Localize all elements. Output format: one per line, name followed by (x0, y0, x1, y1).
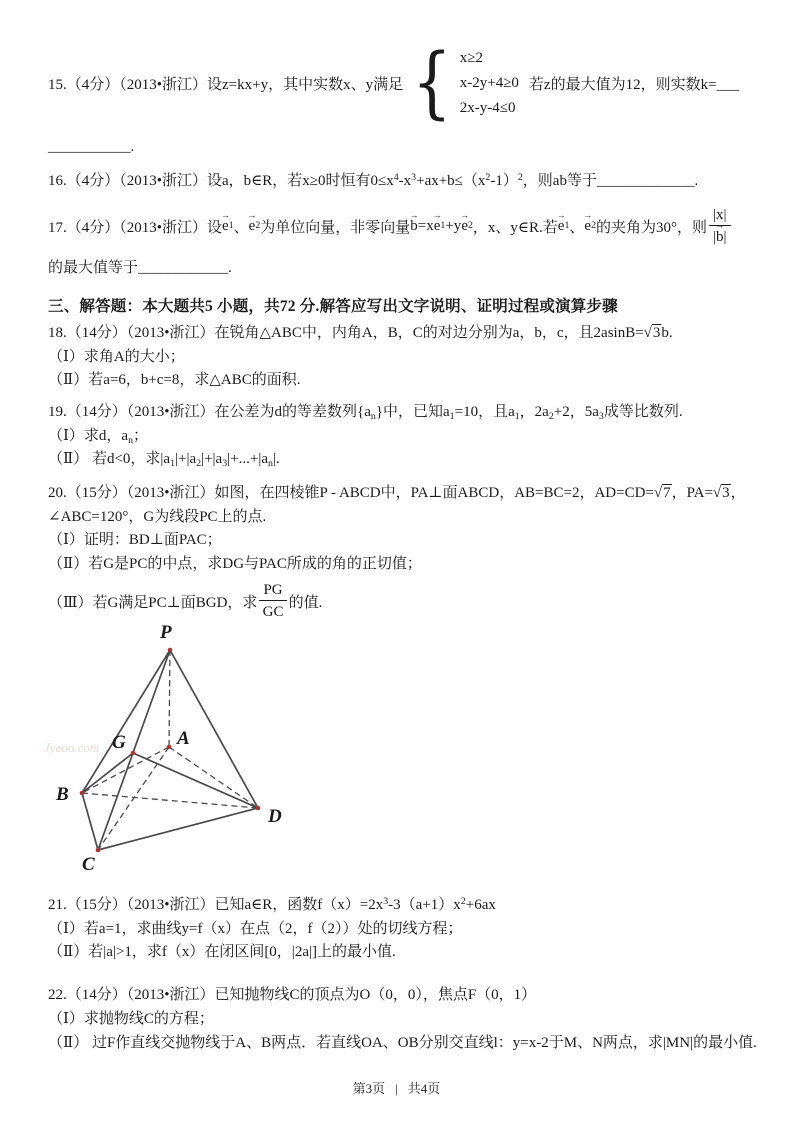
problem-21-line1: 21.（15分）（2013•浙江）已知a∈R，函数$f(x)=2x^3-3(a+1)x^2+6ax$ (48, 896, 496, 913)
problem-15-answer-blank: ___________. (48, 139, 135, 155)
problem-20-line2: ∠ABC=120°，G为线段PC上的点. (48, 508, 267, 525)
problem-21-line3: （Ⅱ）若|a|>1，求f（x）在闭区间[0，|2a|]上的最小值. (48, 944, 396, 960)
problem-17-line1: 17.（4分）（2013•浙江）设 e → 1 、 e → 2 为单位向量，非零向量 b → =x e → 1 +y e → 2 ，x、y∈R.若 e → 1 、 e → 2 的夹角为30°，则 $\frac{|x|}{|b \to|}$ (48, 205, 759, 248)
footer-page-number: 第3页 (352, 1081, 386, 1096)
visible-edges (82, 650, 258, 850)
edge-bd (82, 793, 258, 808)
inequality-3: 2x-y-4≤0 (459, 99, 516, 116)
inequality-2: x-2y+4≥0 (459, 74, 519, 91)
problem-20-line4: （Ⅱ）若G是PC的中点，求DG与PAC所成的角的正切值； (48, 555, 422, 572)
vertex-label-b: B (56, 784, 69, 805)
vertex-dot-p (168, 648, 173, 653)
vertex-label-d: D (268, 806, 282, 827)
watermark: Jyeoo.com (44, 740, 100, 755)
edge-ad (169, 747, 258, 808)
edge-bc (82, 793, 98, 850)
problem-16: 16.（4分）（2013•浙江）设a，b∈R，若x≥0时恒有$0\le x^4-x^3+ax+b\le(x^2-1)^2$，则ab等于_____________. (48, 172, 699, 189)
inequality-system-lines (460, 48, 519, 119)
page-footer (0, 1078, 793, 1097)
problem-18-line3: （Ⅱ）若a=6，b+c=8，求△ABC的面积. (48, 372, 301, 388)
problem-22 (48, 984, 759, 1055)
problem-18-line1: 18.（14分）（2013•浙江）在锐角△ABC中，内角A，B，C的对边分别为a，b，c，且2asinB=√3b. (48, 325, 673, 341)
vertex-dot-b (80, 791, 85, 796)
problem-20-line5: （Ⅲ）若G满足PC⊥面BGD，求 $\frac{PG}{GC}$ 的值. (48, 581, 323, 620)
problem-20-line1: 20.（15分）（2013•浙江）如图，在四棱锥P - ABCD中，PA⊥面ABCD，AB=BC=2，AD=CD=√7，PA=√3， (48, 485, 746, 501)
problem-19-line2: （Ⅰ）求d，$a_n$； (48, 427, 149, 446)
vertex-dots (80, 648, 261, 853)
problem-18-line2: （Ⅰ）求角A的大小； (48, 348, 185, 365)
vertex-label-c: C (82, 854, 95, 875)
pyramid-figure (36, 610, 306, 878)
problem-18 (48, 322, 759, 393)
footer-total-pages: 共4页 (407, 1081, 441, 1096)
problem-20-line3: （Ⅰ）证明：BD⊥面PAC； (48, 532, 222, 548)
edge-gd (133, 753, 258, 808)
problem-17-line2: 的最大值等于____________. (48, 260, 232, 276)
problem-22-line3: （Ⅱ） 过F作直线交抛物线于A、B两点．若直线OA、OB分别交直线l：y=x-2于M、N两点，求|MN|的最小值. (48, 1035, 757, 1051)
problem-22-line2: （Ⅰ）求抛物线C的方程； (48, 1010, 214, 1027)
section-3-heading: 三、解答题：本大题共5 小题，共72 分.解答应写出文字说明、证明过程或演算步骤 (48, 298, 618, 315)
problem-21-line2: （Ⅰ）若a=1，求曲线y=f（x）在点（2，f（2））处的切线方程； (48, 920, 463, 937)
vertex-dot-g (131, 751, 136, 756)
inequality-1: x≥2 (459, 49, 483, 66)
problem-22-line1: 22.（14分）（2013•浙江）已知抛物线C的顶点为O（0，0），焦点F（0，1） (48, 987, 537, 1003)
inequality-system (407, 38, 519, 128)
problem-21 (48, 894, 759, 965)
vertex-label-p: P (160, 622, 172, 643)
vertex-dot-a (167, 745, 172, 750)
vertex-dot-d (256, 806, 261, 811)
vertex-label-a: A (177, 728, 190, 749)
footer-separator: | (395, 1081, 398, 1096)
edge-pa (169, 650, 170, 747)
problem-15-text-before: 15.（4分）（2013•浙江）设z=kx+y，其中实数x、y满足 (48, 76, 404, 93)
vertex-label-g: G (112, 732, 126, 753)
problem-15-text-after: 若z的最大值为12，则实数k=___ (528, 76, 740, 93)
problem-19-line3: （Ⅱ） 若d<0，求$|a_1|+|a_2|+|a_3|+...+|a_n|$. (48, 451, 280, 469)
problem-19 (48, 401, 759, 472)
left-brace: { (412, 38, 452, 128)
problem-15 (48, 38, 759, 128)
vertex-dot-c (96, 848, 101, 853)
problem-19-line1: 19.（14分）（2013•浙江）在公差为d的等差数列$\{a_n\}$中，已知$a_1=10$，且$a_1$，$2a_2+2$，$5a_3$成等比数列. (48, 404, 683, 422)
problem-20 (48, 482, 759, 623)
